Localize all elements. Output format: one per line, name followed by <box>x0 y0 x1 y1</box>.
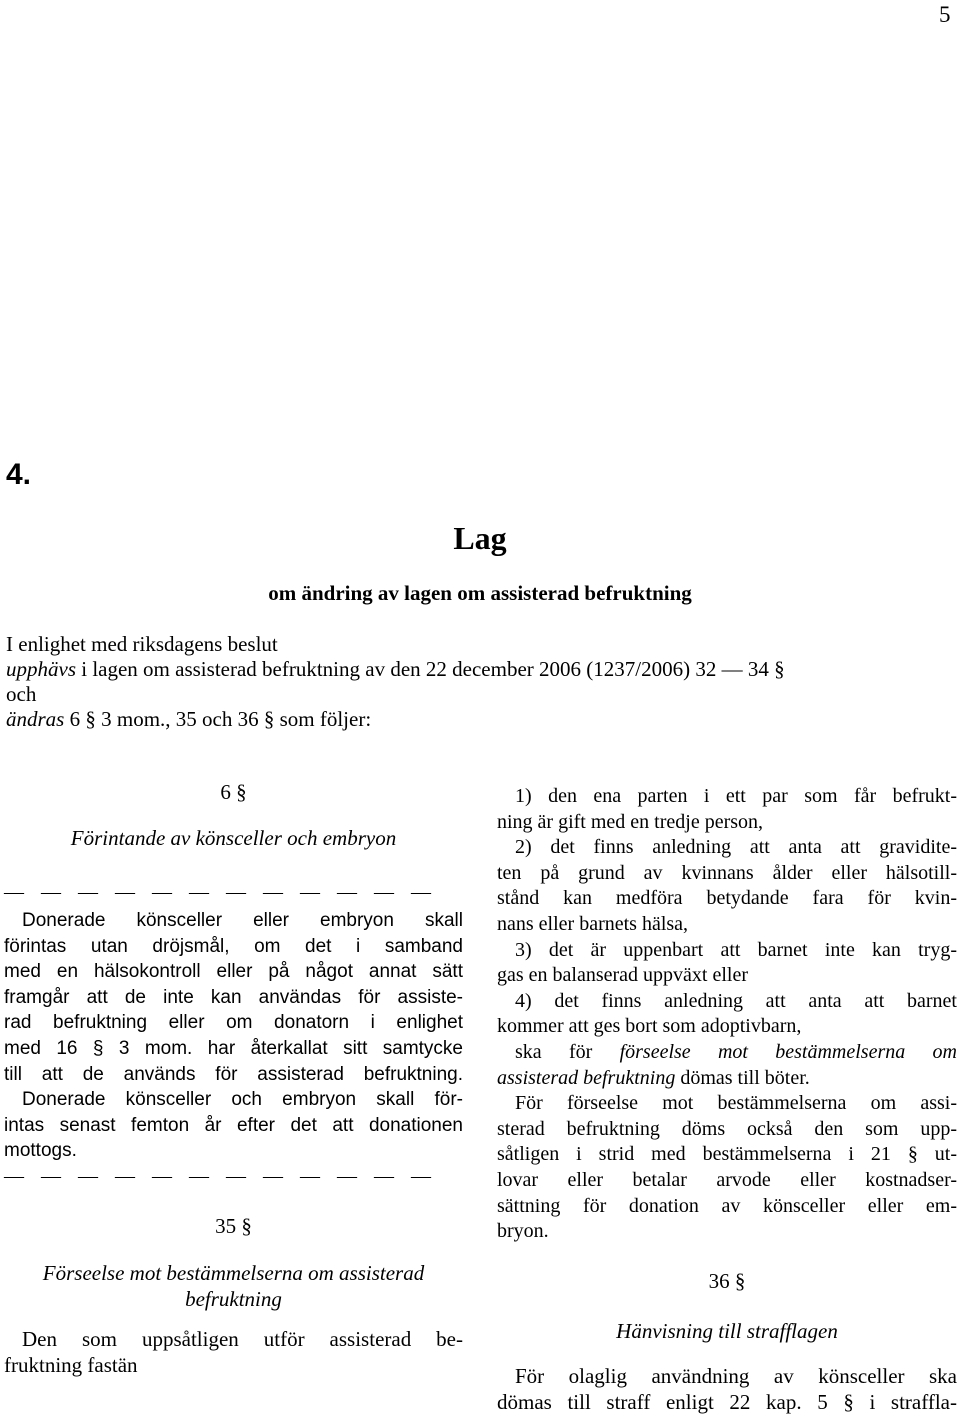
law-title: Lag <box>453 520 507 556</box>
text-line: lovar eller betalar arvode eller kostnadser- <box>497 1168 957 1191</box>
text-line: För olaglig användning av könsceller ska <box>515 1363 957 1388</box>
section-35-title <box>4 1260 463 1326</box>
text-fragment-italic: förseelse mot bestämmelserna om <box>619 1040 957 1063</box>
text-line: med en hälsokontroll eller på något annat sätt <box>4 961 463 983</box>
law-subtitle: om ändring av lagen om assisterad befruktning <box>268 581 692 605</box>
section-36-paragraph <box>497 1363 957 1415</box>
text-line: till att de används för assisterad befruktning. <box>4 1063 463 1085</box>
intro-upphavs: upphävs <box>6 657 76 681</box>
list-item <box>497 938 957 989</box>
section-6-paragraph-2 <box>4 1087 463 1164</box>
text-line: ning är gift med en tredje person, <box>497 810 764 833</box>
intro-line-4 <box>6 707 371 732</box>
text-line: Donerade könsceller och embryon skall för- <box>22 1089 463 1111</box>
text-line: sättning för donation av könsceller eller em- <box>497 1194 957 1217</box>
omission-dashes-2: — — — — — — — — — — — — <box>4 1164 437 1187</box>
text-line: sterad befruktning döms också den som upp- <box>497 1117 957 1140</box>
section-6-title: Förintande av könsceller och embryon <box>70 826 397 850</box>
text-line: intas senast femton år efter det att donationen <box>4 1114 463 1136</box>
text-line: ten på grund av kvinnans ålder eller hälsotill- <box>497 861 957 884</box>
section-36-title: Hänvisning till strafflagen <box>616 1318 838 1343</box>
list-item <box>497 784 957 835</box>
text-line: 2) det finns anledning att anta att graviditе- <box>515 836 957 859</box>
section-6-heading: 6 § <box>220 780 247 804</box>
text-line: mottogs. <box>4 1140 77 1162</box>
left-column <box>4 780 463 1378</box>
intro-line-2 <box>6 657 785 682</box>
text-line: såtligen i strid med bestämmelserna i 21 § ut- <box>497 1143 957 1166</box>
text-fragment: dömas till böter. <box>675 1066 810 1089</box>
text-line: För förseelse mot bestämmelserna om assi- <box>515 1092 957 1115</box>
list-item <box>497 835 957 937</box>
text-line: nans eller barnets hälsa, <box>497 912 689 935</box>
text-line: dömas till straff enligt 22 kap. 5 § i straffla- <box>497 1389 957 1414</box>
section-6-paragraph-1 <box>4 908 463 1087</box>
text-line <box>497 1040 957 1066</box>
list-item <box>497 989 957 1040</box>
section-36-heading: 36 § <box>708 1268 746 1293</box>
text-line <box>497 1066 957 1092</box>
text-line: rad befruktning eller om donatorn i enlighet <box>4 1012 463 1034</box>
intro-line-1: I enlighet med riksdagens beslut <box>6 632 278 656</box>
text-line: Den som uppsåtligen utför assisterad be- <box>22 1326 463 1351</box>
text-line: med 16 § 3 mom. har återkallat sitt samtycke <box>4 1037 463 1059</box>
text-line: framgår att de inte kan användas för assiste- <box>4 986 463 1008</box>
text-line: förintas utan dröjsmål, om det i samband <box>4 935 463 957</box>
forseelse-paragraph <box>497 1091 957 1245</box>
intro-line-2-text: i lagen om assisterad befruktning av den 22 december 2006 (1237/2006) 32 — 34 § <box>76 657 785 681</box>
text-line: 4) det finns anledning att anta att barnet <box>515 989 957 1012</box>
text-line: stånd kan medföra betydande fara för kvin- <box>497 887 957 910</box>
intro-andras: ändras <box>6 707 65 731</box>
text-line: kommer att ges bort som adoptivbarn, <box>497 1015 802 1038</box>
text-line: gas en balanserad uppväxt eller <box>497 964 749 987</box>
section-35-paragraph <box>4 1326 463 1378</box>
intro-line-3: och <box>6 682 37 706</box>
text-fragment: ska för <box>515 1040 620 1063</box>
right-column <box>497 784 957 1415</box>
text-line: befruktning <box>185 1286 282 1311</box>
text-fragment-italic: assisterad befruktning <box>497 1066 676 1089</box>
text-line: Förseelse mot bestämmelserna om assisterad <box>42 1260 425 1285</box>
text-line: bryon. <box>497 1220 549 1243</box>
punishment-clause <box>497 1040 957 1091</box>
intro-line-4-text: 6 § 3 mom., 35 och 36 § som följer: <box>64 707 372 731</box>
text-line: Donerade könsceller eller embryon skall <box>22 910 463 931</box>
text-line: fruktning fastän <box>4 1352 138 1377</box>
omission-dashes: — — — — — — — — — — — — <box>4 881 437 903</box>
section-35-heading: 35 § <box>215 1213 252 1238</box>
document-number: 4. <box>6 458 32 491</box>
text-line: 3) det är uppenbart att barnet inte kan tryg- <box>515 938 957 961</box>
page-number: 5 <box>939 2 951 27</box>
text-line: 1) den ena parten i ett par som får befrukt- <box>515 785 957 807</box>
